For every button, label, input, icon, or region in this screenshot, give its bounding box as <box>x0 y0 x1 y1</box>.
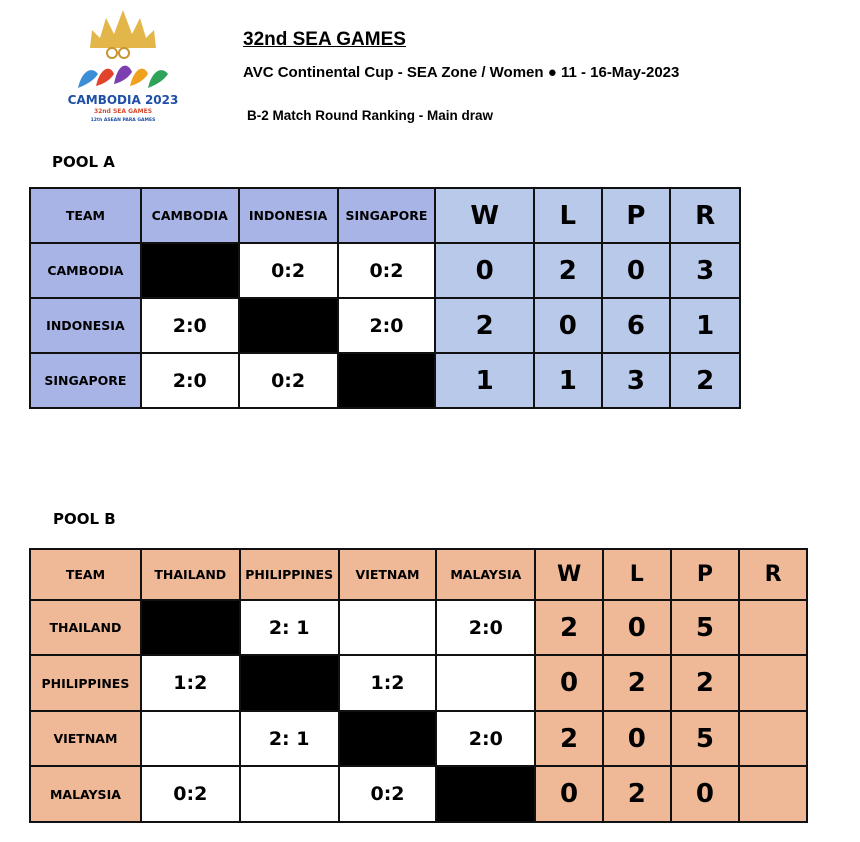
column-header-w: W <box>535 549 603 600</box>
logo-subtitle-2: 12th ASEAN PARA GAMES <box>90 118 156 123</box>
column-header-r: R <box>739 549 807 600</box>
score-cell: 1:2 <box>339 655 437 711</box>
column-header-p: P <box>671 549 740 600</box>
score-cell: 2:0 <box>141 298 239 353</box>
points-cell: 3 <box>602 353 671 408</box>
score-cell: 2: 1 <box>240 600 339 655</box>
self-match-cell <box>141 243 239 298</box>
score-cell <box>436 655 535 711</box>
logo-subtitle: 32nd SEA GAMES <box>93 108 153 115</box>
column-header-r: R <box>670 188 740 243</box>
team-name: THAILAND <box>30 600 141 655</box>
losses-cell: 0 <box>534 298 602 353</box>
wins-cell: 2 <box>435 298 534 353</box>
score-cell: 0:2 <box>339 766 437 822</box>
team-name: CAMBODIA <box>30 243 141 298</box>
losses-cell: 2 <box>603 655 671 711</box>
rank-cell <box>739 600 807 655</box>
column-header-cambodia: CAMBODIA <box>141 188 239 243</box>
cambodia-2023-logo <box>68 8 178 126</box>
score-cell: 0:2 <box>338 243 436 298</box>
column-header-p: P <box>602 188 671 243</box>
table-row <box>30 766 807 822</box>
pool-b-label: POOL B <box>53 510 116 528</box>
wins-cell: 0 <box>535 766 603 822</box>
table-row <box>30 298 740 353</box>
table-row <box>30 353 740 408</box>
table-row <box>30 243 740 298</box>
losses-cell: 1 <box>534 353 602 408</box>
score-cell: 2:0 <box>436 600 535 655</box>
points-cell: 5 <box>671 600 740 655</box>
self-match-cell <box>240 655 339 711</box>
column-header-team: TEAM <box>30 188 141 243</box>
points-cell: 2 <box>671 655 740 711</box>
self-match-cell <box>141 600 240 655</box>
column-header-l: L <box>534 188 602 243</box>
score-cell <box>141 711 240 766</box>
wins-cell: 0 <box>435 243 534 298</box>
score-cell: 0:2 <box>239 353 338 408</box>
score-cell: 2:0 <box>436 711 535 766</box>
team-name: SINGAPORE <box>30 353 141 408</box>
column-header-vietnam: VIETNAM <box>339 549 437 600</box>
score-cell <box>240 766 339 822</box>
rank-cell: 3 <box>670 243 740 298</box>
score-cell <box>339 600 437 655</box>
team-name: PHILIPPINES <box>30 655 141 711</box>
losses-cell: 2 <box>534 243 602 298</box>
pool-b-table <box>29 548 808 823</box>
rank-cell <box>739 711 807 766</box>
team-name: VIETNAM <box>30 711 141 766</box>
rank-cell: 2 <box>670 353 740 408</box>
team-name: INDONESIA <box>30 298 141 353</box>
table-row <box>30 655 807 711</box>
losses-cell: 0 <box>603 600 671 655</box>
pool-a-label: POOL A <box>52 153 115 171</box>
self-match-cell <box>436 766 535 822</box>
self-match-cell <box>339 711 437 766</box>
rank-cell <box>739 655 807 711</box>
wins-cell: 2 <box>535 711 603 766</box>
losses-cell: 2 <box>603 766 671 822</box>
column-header-philippines: PHILIPPINES <box>240 549 339 600</box>
wins-cell: 2 <box>535 600 603 655</box>
points-cell: 6 <box>602 298 671 353</box>
column-header-l: L <box>603 549 671 600</box>
rank-cell <box>739 766 807 822</box>
column-header-singapore: SINGAPORE <box>338 188 436 243</box>
column-header-indonesia: INDONESIA <box>239 188 338 243</box>
score-cell: 2:0 <box>141 353 239 408</box>
self-match-cell <box>338 353 436 408</box>
score-cell: 0:2 <box>141 766 240 822</box>
score-cell: 1:2 <box>141 655 240 711</box>
table-row <box>30 711 807 766</box>
score-cell: 2: 1 <box>240 711 339 766</box>
points-cell: 5 <box>671 711 740 766</box>
wins-cell: 0 <box>535 655 603 711</box>
team-name: MALAYSIA <box>30 766 141 822</box>
score-cell: 0:2 <box>239 243 338 298</box>
column-header-team: TEAM <box>30 549 141 600</box>
table-row <box>30 600 807 655</box>
competition-subtitle: AVC Continental Cup - SEA Zone / Women ● 11 - 16-May-2023 <box>243 64 680 81</box>
page-title: 32nd SEA GAMES <box>243 29 406 50</box>
round-label: B-2 Match Round Ranking - Main draw <box>247 108 494 123</box>
points-cell: 0 <box>602 243 671 298</box>
logo-text: CAMBODIA 2023 <box>68 93 178 107</box>
points-cell: 0 <box>671 766 740 822</box>
rank-cell: 1 <box>670 298 740 353</box>
score-cell: 2:0 <box>338 298 436 353</box>
column-header-thailand: THAILAND <box>141 549 240 600</box>
wins-cell: 1 <box>435 353 534 408</box>
crown-icon <box>90 10 156 58</box>
losses-cell: 0 <box>603 711 671 766</box>
column-header-w: W <box>435 188 534 243</box>
dancers-icon <box>78 66 168 88</box>
self-match-cell <box>239 298 338 353</box>
pool-a-table <box>29 187 741 409</box>
column-header-malaysia: MALAYSIA <box>436 549 535 600</box>
